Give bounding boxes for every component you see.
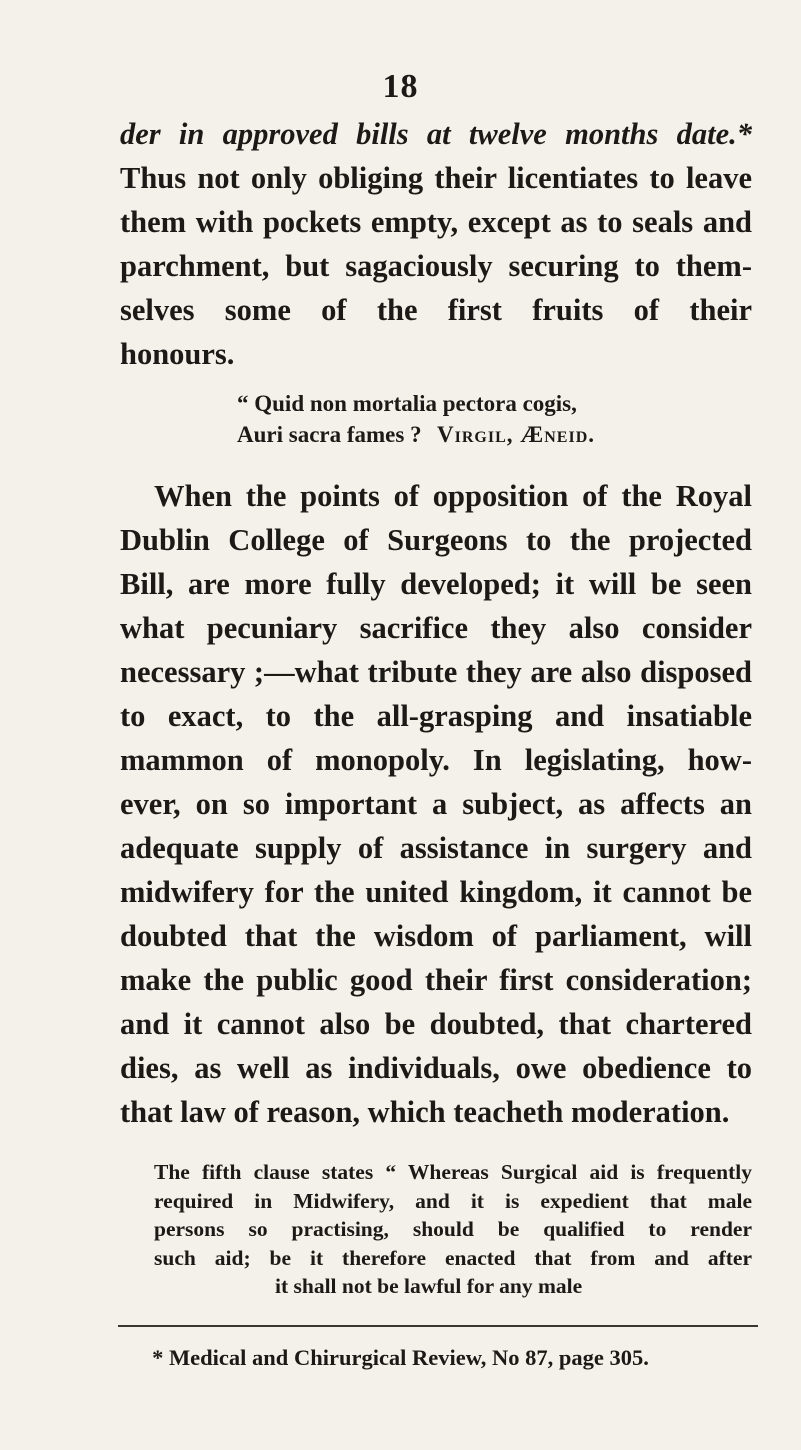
text-line: and it cannot also be doubted, that chartered <box>120 1007 752 1041</box>
latin-quotation <box>237 388 717 450</box>
text-line: Dublin College of Surgeons to the projected <box>120 523 752 557</box>
text-line: When the points of opposition of the Royal <box>154 479 752 513</box>
text-line: Bill, are more fully developed; it will be seen <box>120 567 752 601</box>
text-line: that law of reason, which teacheth moderation. <box>120 1095 730 1129</box>
clause-note <box>120 1158 752 1301</box>
quote-text: Auri sacra fames ? <box>237 422 422 447</box>
quote-line: “ Quid non mortalia pectora cogis, <box>237 391 577 416</box>
quote-line <box>237 419 717 450</box>
text-line: what pecuniary sacrifice they also consider <box>120 611 752 645</box>
continuation-paragraph <box>120 112 752 376</box>
text-line: doubted that the wisdom of parliament, will <box>120 919 752 953</box>
text-line: selves some of the first fruits of their <box>120 293 752 327</box>
text-line-italic <box>120 112 752 156</box>
page-number: 18 <box>382 68 419 105</box>
text-line: make the public good their first consideration; <box>120 963 752 997</box>
note-line: persons so practising, should be qualified to render <box>154 1217 752 1241</box>
main-paragraph <box>120 474 752 1134</box>
note-line: such aid; be it therefore enacted that from and after <box>154 1245 752 1270</box>
footnote-divider <box>118 1325 758 1327</box>
footnote: * Medical and Chirurgical Review, No 87, page 305. <box>152 1345 649 1370</box>
text-line: mammon of monopoly. In legislating, how- <box>120 743 752 777</box>
text-line: ever, on so important a subject, as affects an <box>120 787 752 821</box>
note-line: The fifth clause states “ Whereas Surgical aid is frequently <box>154 1160 752 1184</box>
text-line: adequate supply of assistance in surgery and <box>120 831 752 865</box>
note-line: it shall not be lawful for any male <box>275 1274 583 1298</box>
italic-line: der in approved bills at twelve months date.* <box>120 117 752 151</box>
text-line: to exact, to the all-grasping and insatiable <box>120 699 752 733</box>
text-line: necessary ;—what tribute they are also disposed <box>120 655 752 689</box>
text-line: Thus not only obliging their licentiates to leave <box>120 161 752 195</box>
text-line: midwifery for the united kingdom, it cannot be <box>120 875 752 909</box>
text-line: honours. <box>120 337 235 371</box>
note-line: required in Midwifery, and it is expedient that male <box>154 1188 752 1213</box>
quote-attribution: Virgil, Æneid. <box>437 422 595 447</box>
text-line: them with pockets empty, except as to seals and <box>120 205 752 239</box>
text-line: parchment, but sagaciously securing to them- <box>120 249 752 283</box>
text-line: dies, as well as individuals, owe obedience to <box>120 1051 752 1085</box>
